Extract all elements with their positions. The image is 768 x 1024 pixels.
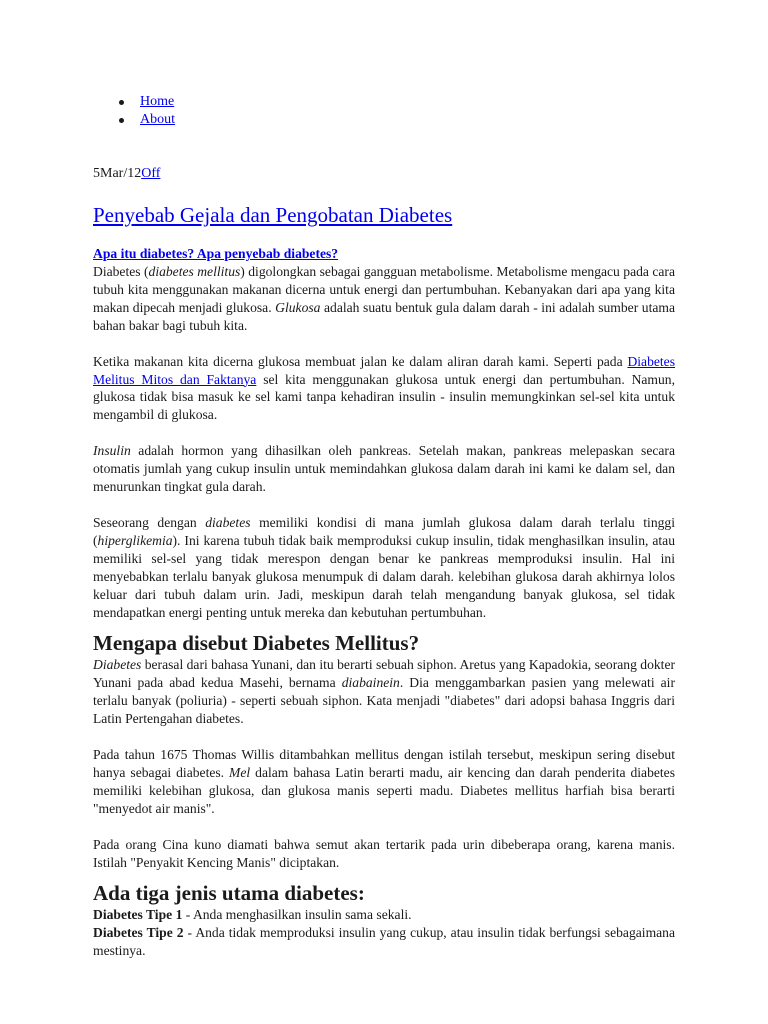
paragraph (93, 746, 675, 818)
nav-item-home (140, 93, 175, 111)
text: ). Ini karena tubuh tidak baik memproduksi cukup insulin, tidak menghasilkan insulin, atau memiliki sel-sel yang tidak merespon dengan benar ke pankreas memproduksi insulin. Hal ini menyebabkan terlalu banyak glukosa menumpuk di dalam darah. kelebihan glukosa darah akhirnya lolos keluar dari tubuh dalam urin. Jadi, meskipun darah telah mengandung banyak glukosa, sel tidak mendapatkan energi penting untuk mereka dan kebutuhan pertumbuhan. (93, 532, 675, 620)
text: sel kita menggunakan glukosa untuk energi dan pertumbuhan. Namun, glukosa tidak bisa masuk ke sel kami tanpa kehadiran insulin - insulin memungkinkan sel-sel kita untuk mengambil di glukosa. (93, 371, 675, 423)
paragraph: Pada orang Cina kuno diamati bahwa semut akan tertarik pada urin dibeberapa orang, karena manis. Istilah "Penyakit Kencing Manis" diciptakan. (93, 836, 675, 870)
inline-link[interactable]: Diabetes Melitus Mitos dan Faktanya (93, 353, 675, 387)
home-link[interactable]: Home (140, 94, 175, 109)
post-meta (93, 165, 160, 183)
nav-item-about (140, 111, 175, 129)
text: berasal dari bahasa Yunani, dan itu berarti sebuah siphon. Aretus yang Kapadokia, seorang dokter Yunani pada abad kedua Masehi, bernama (93, 657, 675, 691)
text: - Anda menghasilkan insulin sama sekali. (182, 907, 412, 923)
italic-term: hiperglikemia (97, 532, 173, 548)
text: adalah suatu bentuk gula dalam darah - ini adalah sumber utama bahan bakar bagi tubuh kita. (93, 299, 675, 333)
type-2-item (93, 924, 675, 960)
paragraph (93, 442, 675, 496)
post-date: 5Mar/12 (93, 166, 142, 181)
paragraph (93, 263, 675, 335)
about-link[interactable]: About (140, 112, 175, 127)
section-heading-link-wrap (93, 245, 675, 263)
paragraph (93, 514, 675, 621)
paragraph (93, 353, 675, 425)
text: ) digolongkan sebagai gangguan metabolisme. Metabolisme mengacu pada cara tubuh kita menggunakan makanan dicerna untuk energi dan pertumbuhan. Kebanyakan dari apa yang kita makan dipecah menjadi glukosa. (93, 264, 675, 315)
text: dalam bahasa Latin berarti madu, air kencing dan darah penderita diabetes memiliki kelebihan glukosa, dan glukosa manis seperti madu. Diabetes mellitus harfiah bisa berarti "menyedot air manis". (93, 764, 675, 816)
text: Ketika makanan kita dicerna glukosa membuat jalan ke dalam aliran darah kami. Seperti pada (93, 353, 628, 369)
italic-term: diabetes mellitus (148, 264, 241, 279)
type-label: Diabetes Tipe 1 (93, 907, 183, 923)
post-title (93, 201, 452, 229)
type-1-item (93, 906, 675, 924)
nav-menu (140, 93, 175, 129)
italic-term: diabetes (205, 514, 251, 530)
post-content (93, 245, 675, 960)
italic-term: Mel (229, 764, 251, 780)
type-label: Diabetes Tipe 2 (93, 925, 184, 941)
text: Pada tahun 1675 Thomas Willis ditambahkan mellitus dengan istilah tersebut, meskipun sering disebut hanya sebagai diabetes. (93, 747, 675, 780)
text: Diabetes ( (93, 264, 149, 279)
section-heading: Ada tiga jenis utama diabetes: (93, 881, 365, 906)
text: . Dia menggambarkan pasien yang melewati air terlalu banyak (poliuria) - seperti sebuah siphon. Kata menjadi "diabetes" dari adopsi bahasa Inggris dari Latin Pertengahan diabetes. (93, 675, 675, 727)
section-heading-link[interactable]: Apa itu diabetes? Apa penyebab diabetes? (93, 246, 339, 261)
text: memiliki kondisi di mana jumlah glukosa dalam darah terlalu tinggi ( (93, 514, 676, 548)
post-title-link[interactable]: Penyebab Gejala dan Pengobatan Diabetes (93, 203, 453, 227)
comments-link[interactable]: Off (141, 166, 161, 181)
section-heading: Mengapa disebut Diabetes Mellitus? (93, 631, 420, 656)
italic-term: Diabetes (93, 657, 142, 673)
italic-term: Insulin (93, 443, 131, 459)
text: Seseorang dengan (93, 514, 206, 530)
italic-term: diabainein (341, 675, 400, 691)
text: - Anda tidak memproduksi insulin yang cukup, atau insulin tidak berfungsi sebagaimana mestinya. (93, 925, 676, 959)
text: adalah hormon yang dihasilkan oleh pankreas. Setelah makan, pankreas melepaskan secara otomatis jumlah yang cukup insulin untuk memindahkan glukosa dalam darah ini kami ke dalam sel, dan menurunkan tingkat gula darah. (93, 443, 675, 495)
paragraph (93, 656, 675, 728)
italic-term: Glukosa (275, 299, 321, 315)
